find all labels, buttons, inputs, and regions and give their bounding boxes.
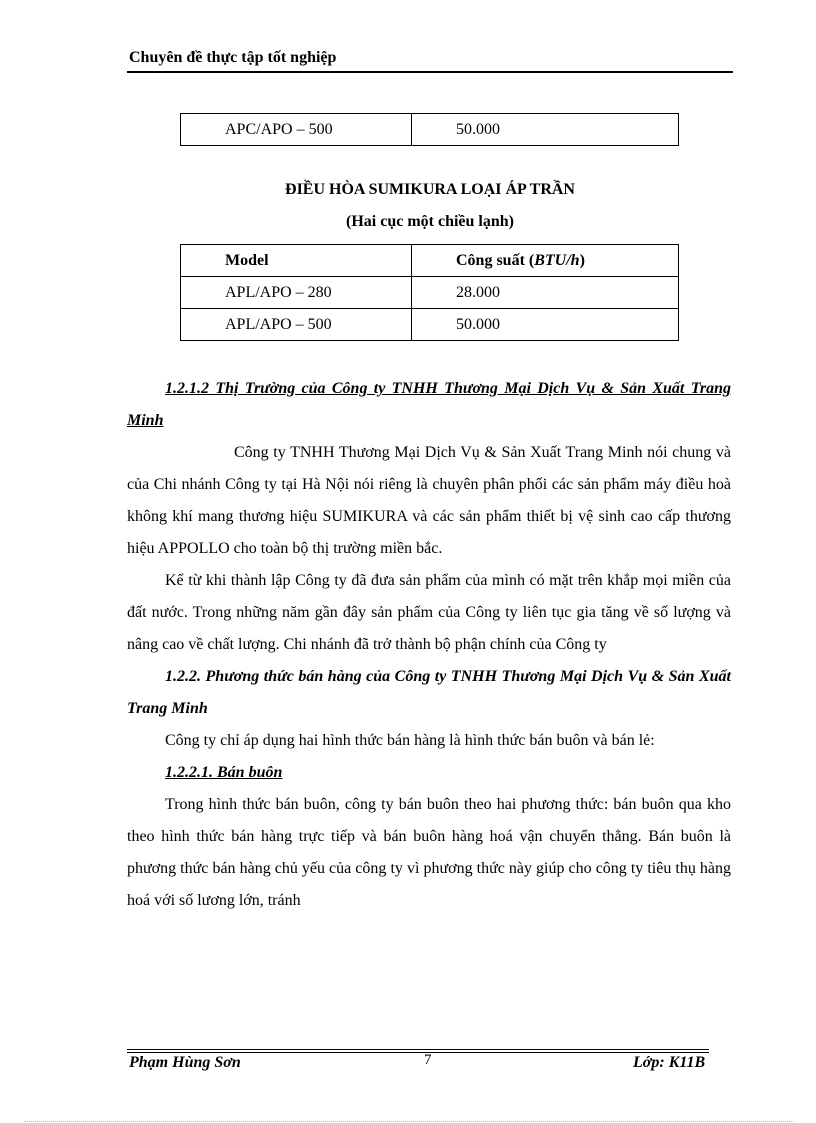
table-cell-capacity: 50.000 bbox=[412, 114, 679, 146]
footer-divider bbox=[127, 1052, 709, 1053]
body-text bbox=[127, 373, 731, 917]
section-heading-wholesale: 1.2.2.1. Bán buôn bbox=[165, 764, 283, 781]
column-header-capacity: Công suất (BTU/h) bbox=[412, 245, 679, 277]
table-cell-capacity: 50.000 bbox=[412, 309, 679, 341]
capacity-unit: BTU/h bbox=[534, 251, 580, 269]
paragraph-market-overview: Công ty TNHH Thương Mại Dịch Vụ & Sản Xuất Trang Minh nói chung và của Chi nhánh Công ty tại Hà Nội nói riêng là chuyên phân phối các sản phẩm máy điều hoà không khí mang thương hiệu SUMIKURA và các sản phẩm thiết bị vệ sinh cao cấp thương hiệu APPOLLO cho toàn bộ thị trường miền bắc. bbox=[127, 444, 731, 557]
page-number: 7 bbox=[424, 1052, 432, 1068]
spec-table-continued bbox=[180, 113, 679, 146]
section-heading-market: 1.2.1.2 Thị Trường của Công ty TNHH Thương Mại Dịch Vụ & Sản Xuất Trang Minh bbox=[127, 380, 731, 429]
spec-table bbox=[180, 244, 679, 341]
table-cell-model: APC/APO – 500 bbox=[181, 114, 412, 146]
paragraph-wholesale: Trong hình thức bán buôn, công ty bán buôn theo hai phương thức: bán buôn qua kho theo hình thức bán hàng trực tiếp và bán buôn hàng hoá vận chuyển thẳng. Bán buôn là phương thức bán hàng chủ yếu của công ty vì phương thức này giúp cho công ty tiêu thụ hàng hoá với số lương lớn, tránh bbox=[127, 796, 731, 909]
footer-author: Phạm Hùng Sơn bbox=[129, 1054, 241, 1071]
table-row bbox=[181, 277, 679, 309]
paragraph-sales-forms: Công ty chỉ áp dụng hai hình thức bán hàng là hình thức bán buôn và bán lẻ: bbox=[165, 732, 655, 749]
section-heading-sales-methods: 1.2.2. Phương thức bán hàng của Công ty TNHH Thương Mại Dịch Vụ & Sản Xuất Trang Minh bbox=[127, 668, 731, 717]
section-title: ĐIỀU HÒA SUMIKURA LOẠI ÁP TRẦN bbox=[285, 181, 575, 198]
page-edge bbox=[24, 1121, 794, 1122]
column-header-model: Model bbox=[181, 245, 412, 277]
footer-class: Lớp: K11B bbox=[633, 1054, 706, 1071]
table-cell-model: APL/APO – 280 bbox=[181, 277, 412, 309]
header-divider bbox=[127, 71, 733, 73]
paragraph-market-growth: Kể từ khi thành lập Công ty đã đưa sản phẩm của mình có mặt trên khắp mọi miền của đất nước. Trong những năm gần đây sản phẩm của Công ty liên tục gia tăng về số lượng và nâng cao về chất lượng. Chi nhánh đã trở thành bộ phận chính của Công ty bbox=[127, 572, 731, 653]
table-cell-model: APL/APO – 500 bbox=[181, 309, 412, 341]
table-header-row bbox=[181, 245, 679, 277]
table-row bbox=[181, 309, 679, 341]
table-row bbox=[181, 114, 679, 146]
table-cell-capacity: 28.000 bbox=[412, 277, 679, 309]
section-subtitle: (Hai cục một chiều lạnh) bbox=[346, 213, 514, 230]
footer-divider bbox=[127, 1049, 709, 1050]
document-title: Chuyên đề thực tập tốt nghiệp bbox=[129, 49, 337, 66]
